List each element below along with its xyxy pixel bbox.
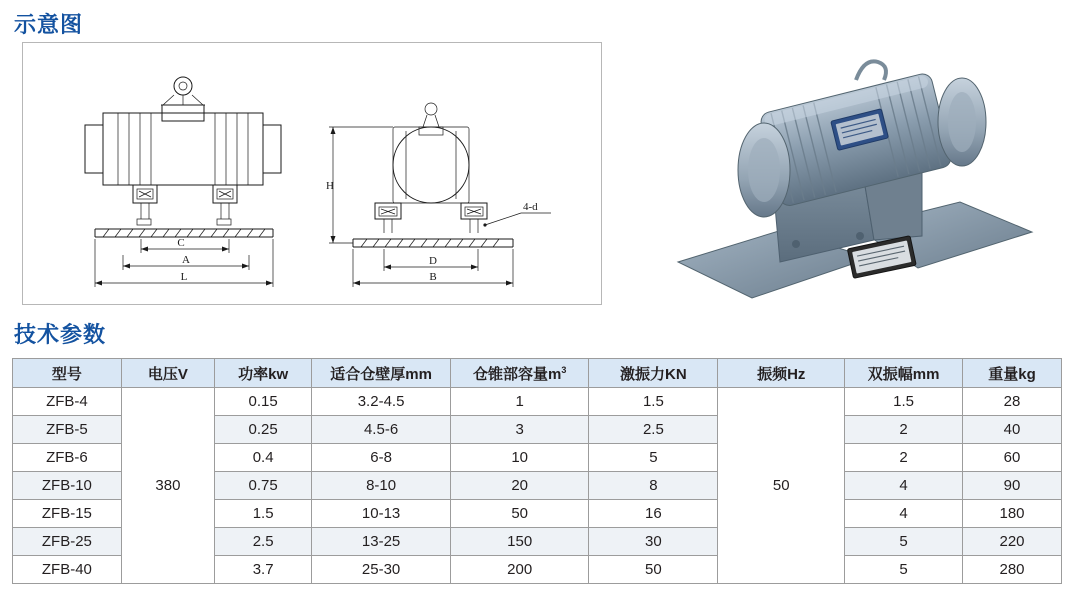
cell-weight: 280 <box>963 556 1062 584</box>
cell-amplitude: 4 <box>845 500 963 528</box>
cell-force: 5 <box>589 444 718 472</box>
cell-power: 0.15 <box>215 388 312 416</box>
product-photo <box>660 30 1050 310</box>
cell-model: ZFB-5 <box>13 416 122 444</box>
cell-cone: 150 <box>450 528 589 556</box>
cell-cone: 50 <box>450 500 589 528</box>
cell-model: ZFB-6 <box>13 444 122 472</box>
product-photo-svg <box>660 30 1050 310</box>
cell-weight: 180 <box>963 500 1062 528</box>
cell-amplitude: 4 <box>845 472 963 500</box>
cell-force: 2.5 <box>589 416 718 444</box>
header-cone-capacity-text: 仓锥部容量m <box>472 365 562 383</box>
cell-power: 0.25 <box>215 416 312 444</box>
side-view-group <box>326 103 551 287</box>
side-dim-label-4d: 4-d <box>523 201 538 213</box>
cell-model: ZFB-15 <box>13 500 122 528</box>
cell-amplitude: 2 <box>845 416 963 444</box>
cell-amplitude: 2 <box>845 444 963 472</box>
cell-force: 8 <box>589 472 718 500</box>
cell-amplitude: 1.5 <box>845 388 963 416</box>
cell-wall: 3.2-4.5 <box>312 388 451 416</box>
cell-force: 30 <box>589 528 718 556</box>
side-dim-label-h: H <box>326 180 334 192</box>
cell-weight: 28 <box>963 388 1062 416</box>
front-dim-label-c: C <box>177 237 185 249</box>
cell-force: 16 <box>589 500 718 528</box>
cell-cone: 1 <box>450 388 589 416</box>
cell-amplitude: 5 <box>845 528 963 556</box>
header-cone-capacity <box>450 359 589 388</box>
stand-bolt-1 <box>792 240 800 248</box>
cell-wall: 6-8 <box>312 444 451 472</box>
header-weight: 重量kg <box>963 359 1062 388</box>
cell-model: ZFB-40 <box>13 556 122 584</box>
cell-cone: 200 <box>450 556 589 584</box>
header-power: 功率kw <box>215 359 312 388</box>
lifting-eye <box>856 61 886 80</box>
schematic-section-title: 示意图 <box>14 12 84 37</box>
cell-amplitude: 5 <box>845 556 963 584</box>
cell-wall: 25-30 <box>312 556 451 584</box>
cell-weight: 90 <box>963 472 1062 500</box>
cell-weight: 60 <box>963 444 1062 472</box>
cell-weight: 220 <box>963 528 1062 556</box>
cell-cone: 10 <box>450 444 589 472</box>
header-cone-capacity-sup: 3 <box>561 364 567 375</box>
header-amplitude: 双振幅mm <box>845 359 963 388</box>
spec-table-body <box>13 388 1062 584</box>
cell-force: 1.5 <box>589 388 718 416</box>
spec-table-container <box>12 358 1062 584</box>
header-frequency: 振频Hz <box>718 359 845 388</box>
cell-power: 3.7 <box>215 556 312 584</box>
stand-bolt-2 <box>856 232 864 240</box>
header-exciting-force: 激振力KN <box>589 359 718 388</box>
header-model: 型号 <box>13 359 122 388</box>
specs-section-title: 技术参数 <box>14 322 107 347</box>
side-dim-label-b: B <box>429 271 437 283</box>
schematic-drawing-panel <box>22 42 602 305</box>
cell-model: ZFB-4 <box>13 388 122 416</box>
cell-weight: 40 <box>963 416 1062 444</box>
cell-cone: 20 <box>450 472 589 500</box>
cell-wall: 13-25 <box>312 528 451 556</box>
cell-frequency-merged: 50 <box>718 388 845 584</box>
header-wall-thickness: 适合仓壁厚mm <box>312 359 451 388</box>
side-dim-label-d: D <box>429 255 437 267</box>
cell-force: 50 <box>589 556 718 584</box>
cell-wall: 10-13 <box>312 500 451 528</box>
cell-model: ZFB-25 <box>13 528 122 556</box>
cell-model: ZFB-10 <box>13 472 122 500</box>
spec-table <box>12 358 1062 584</box>
header-voltage: 电压V <box>121 359 214 388</box>
front-view-group <box>85 77 281 287</box>
cell-power: 0.4 <box>215 444 312 472</box>
cell-wall: 8-10 <box>312 472 451 500</box>
table-header-row <box>13 359 1062 388</box>
table-row <box>13 388 1062 416</box>
front-dim-label-a: A <box>182 254 190 266</box>
cell-power: 0.75 <box>215 472 312 500</box>
cell-wall: 4.5-6 <box>312 416 451 444</box>
cell-power: 1.5 <box>215 500 312 528</box>
cell-power: 2.5 <box>215 528 312 556</box>
cell-voltage-merged: 380 <box>121 388 214 584</box>
schematic-svg <box>23 43 601 304</box>
spec-table-head <box>13 359 1062 388</box>
front-dim-label-l: L <box>180 271 188 283</box>
cell-cone: 3 <box>450 416 589 444</box>
